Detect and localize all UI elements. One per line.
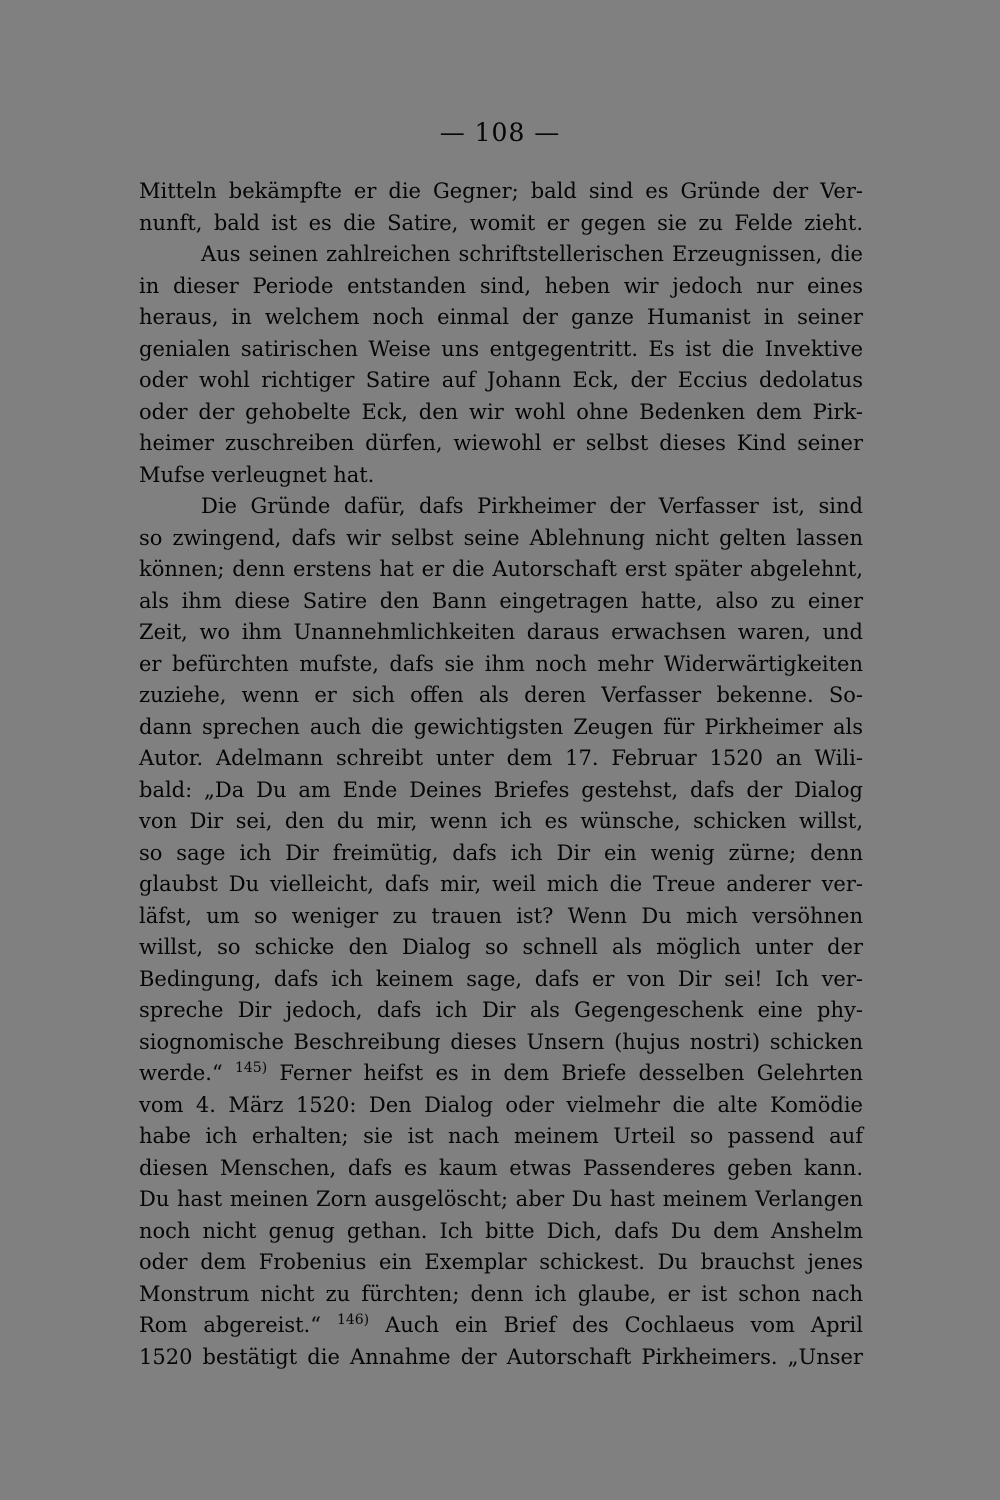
line-text: habe ich erhalten; sie ist nach meinem Urteil so passend auf	[139, 1124, 863, 1148]
footnote-reference: 145)	[234, 1060, 268, 1076]
text-line	[139, 712, 863, 744]
text-line	[139, 365, 863, 397]
text-line	[139, 649, 863, 681]
line-text: siognomische Beschreibung dieses Unsern (hujus nostri) schicken	[139, 1029, 863, 1054]
text-line	[139, 964, 863, 996]
line-text: können; denn erstens hat er die Autorschaft erst später abgelehnt,	[139, 557, 863, 581]
text-line	[139, 239, 863, 271]
line-text: Bedingung, dafs ich keinem sage, dafs er von Dir sei! Ich ver-	[139, 966, 863, 991]
text-line	[139, 523, 863, 555]
line-text: spreche Dir jedoch, dafs ich Dir als Gegengeschenk eine phy-	[139, 998, 863, 1022]
text-line	[139, 1184, 863, 1216]
line-text: Mufse verleugnet hat.	[139, 462, 375, 487]
line-text: Mitteln bekämpfte er die Gegner; bald sind es Gründe der Ver-	[139, 179, 863, 203]
line-text: oder der gehobelte Eck, den wir wohl ohne Bedenken dem Pirk-	[139, 399, 863, 424]
text-line	[139, 334, 863, 366]
text-line	[139, 176, 863, 208]
line-text: so sage ich Dir freimütig, dafs ich Dir ein wenig zürne; denn	[139, 840, 863, 865]
line-text: von Dir sei, den du mir, wenn ich es wünsche, schicken willst,	[139, 809, 863, 833]
text-line	[139, 869, 863, 901]
footnote-reference: 146)	[336, 1312, 370, 1328]
text-line	[139, 1027, 863, 1059]
line-text: werde.“	[139, 1061, 235, 1085]
line-text: Zeit, wo ihm Unannehmlichkeiten daraus erwachsen waren, und	[139, 620, 863, 644]
text-line	[139, 901, 863, 933]
text-line	[139, 1058, 863, 1090]
line-text: willst, so schicke den Dialog so schnell als möglich unter der	[139, 935, 863, 959]
line-text: glaubst Du vielleicht, dafs mir, weil mich die Treue anderer ver-	[139, 872, 863, 896]
text-line	[139, 1216, 863, 1248]
line-text: bald: „Da Du am Ende Deines Briefes gestehst, dafs der Dialog	[139, 777, 863, 802]
line-text: heraus, in welchem noch einmal der ganze Humanist in seiner	[139, 305, 863, 329]
text-line	[139, 428, 863, 460]
text-line	[139, 806, 863, 838]
line-text: 1520 bestätigt die Annahme der Autorschaft Pirkheimers. „Unser	[139, 1344, 863, 1369]
line-text: Aus seinen zahlreichen schriftstellerischen Erzeugnissen, die	[201, 242, 863, 266]
text-line	[139, 586, 863, 618]
text-line	[139, 1153, 863, 1185]
text-line	[139, 302, 863, 334]
text-line	[139, 995, 863, 1027]
text-line	[139, 1121, 863, 1153]
line-text: Rom abgereist.“	[139, 1313, 337, 1337]
line-text: in dieser Periode entstanden sind, heben wir jedoch nur eines	[139, 273, 863, 298]
line-text: diesen Menschen, dafs es kaum etwas Passenderes geben kann.	[139, 1155, 863, 1180]
line-text-continued: Auch ein Brief des Cochlaeus vom April	[369, 1313, 863, 1337]
body-text	[139, 176, 863, 1373]
line-text: Autor. Adelmann schreibt unter dem 17. Februar 1520 an Wili-	[139, 746, 863, 770]
text-line	[139, 491, 863, 523]
line-text: vom 4. März 1520: Den Dialog oder vielmehr die alte Komödie	[139, 1092, 863, 1117]
text-line	[139, 208, 863, 240]
line-text: heimer zuschreiben dürfen, wiewohl er selbst dieses Kind seiner	[139, 431, 863, 455]
line-text: oder dem Frobenius ein Exemplar schickest. Du brauchst jenes	[139, 1250, 863, 1274]
text-line	[139, 743, 863, 775]
line-text-continued: Ferner heifst es in dem Briefe desselben Gelehrten	[267, 1061, 864, 1085]
text-line	[139, 460, 863, 492]
text-line	[139, 397, 863, 429]
text-line	[139, 1247, 863, 1279]
text-line	[139, 1310, 863, 1342]
line-text: als ihm diese Satire den Bann eingetragen hatte, also zu einer	[139, 588, 863, 613]
text-line	[139, 1279, 863, 1311]
line-text: dann sprechen auch die gewichtigsten Zeugen für Pirkheimer als	[139, 714, 863, 739]
text-line	[139, 932, 863, 964]
text-line	[139, 1090, 863, 1122]
line-text: oder wohl richtiger Satire auf Johann Eck, der Eccius dedolatus	[139, 368, 863, 392]
text-line	[139, 271, 863, 303]
line-text: genialen satirischen Weise uns entgegentritt. Es ist die Invektive	[139, 336, 863, 361]
line-text: noch nicht genug gethan. Ich bitte Dich, dafs Du dem Anshelm	[139, 1218, 863, 1243]
line-text: zuziehe, wenn er sich offen als deren Verfasser bekenne. So-	[139, 683, 863, 707]
text-line	[139, 838, 863, 870]
text-line	[139, 617, 863, 649]
line-text: er befürchten mufste, dafs sie ihm noch mehr Widerwärtigkeiten	[139, 651, 863, 676]
line-text: Die Gründe dafür, dafs Pirkheimer der Verfasser ist, sind	[201, 494, 863, 518]
text-line	[139, 1342, 863, 1374]
line-text: so zwingend, dafs wir selbst seine Ablehnung nicht gelten lassen	[139, 525, 863, 550]
text-line	[139, 680, 863, 712]
line-text: Monstrum nicht zu fürchten; denn ich glaube, er ist schon nach	[139, 1281, 863, 1306]
text-line	[139, 775, 863, 807]
text-line	[139, 554, 863, 586]
line-text: nunft, bald ist es die Satire, womit er gegen sie zu Felde zieht.	[139, 210, 863, 235]
line-text: Du hast meinen Zorn ausgelöscht; aber Du hast meinem Verlangen	[139, 1187, 863, 1211]
line-text: läfst, um so weniger zu trauen ist? Wenn Du mich versöhnen	[139, 903, 863, 928]
page-number: — 108 —	[439, 118, 561, 147]
